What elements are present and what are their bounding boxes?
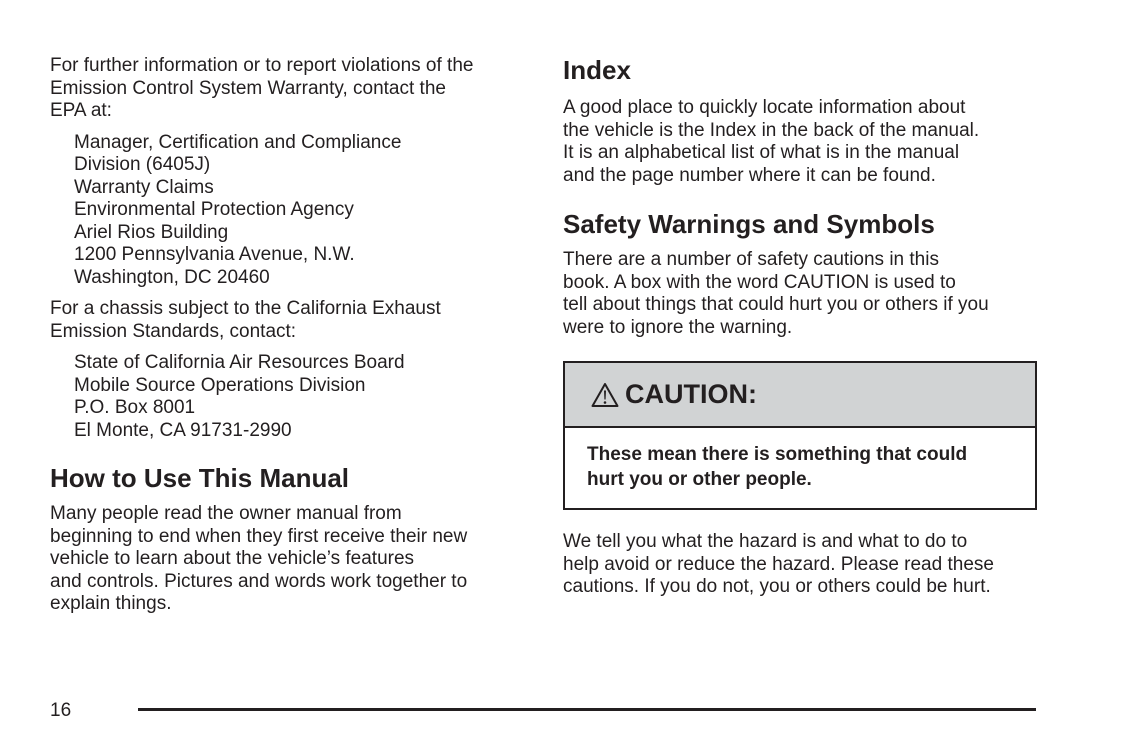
index-heading: Index xyxy=(563,55,631,85)
text-line: book. A box with the word CAUTION is used to xyxy=(563,271,956,293)
text-line: tell about things that could hurt you or others if you xyxy=(563,294,989,315)
address-line: Washington, DC 20460 xyxy=(74,266,270,288)
address-line: Warranty Claims xyxy=(74,176,214,198)
address-line: Manager, Certification and Compliance xyxy=(74,131,402,153)
text-line: explain things. xyxy=(50,593,172,614)
text-line: These mean there is something that could xyxy=(587,444,968,465)
text-line: There are a number of safety cautions in this xyxy=(563,249,939,270)
text-line: EPA at: xyxy=(50,100,112,121)
warning-triangle-icon xyxy=(591,382,619,408)
text-line: Many people read the owner manual from xyxy=(50,503,402,524)
epa-address xyxy=(74,132,530,290)
text-line: the vehicle is the Index in the back of the manual. xyxy=(563,119,980,141)
caution-label: CAUTION: xyxy=(625,379,757,409)
address-line: P.O. Box 8001 xyxy=(74,397,196,418)
right-column xyxy=(563,55,1043,599)
address-line: State of California Air Resources Board xyxy=(74,352,405,373)
text-line: We tell you what the hazard is and what to do to xyxy=(563,531,968,552)
text-line: vehicle to learn about the vehicle’s features xyxy=(50,548,415,569)
text-line: Emission Control System Warranty, contact the xyxy=(50,77,446,99)
page-number: 16 xyxy=(50,700,72,721)
address-line: Division (6405J) xyxy=(74,154,211,175)
caution-body xyxy=(565,428,1035,508)
address-line: 1200 Pennsylvania Avenue, N.W. xyxy=(74,244,355,265)
address-line: El Monte, CA 91731-2990 xyxy=(74,419,292,441)
text-line: hurt you or other people. xyxy=(587,469,812,490)
caution-header xyxy=(565,363,1035,428)
california-contact-paragraph xyxy=(50,298,530,343)
safety-heading: Safety Warnings and Symbols xyxy=(563,209,935,239)
address-line: Mobile Source Operations Division xyxy=(74,374,366,396)
text-line: were to ignore the warning. xyxy=(563,316,793,338)
how-to-use-heading: How to Use This Manual xyxy=(50,463,350,493)
california-address xyxy=(74,352,530,442)
text-line: and controls. Pictures and words work together to xyxy=(50,570,468,592)
text-line: Emission Standards, contact: xyxy=(50,320,297,342)
left-column xyxy=(50,55,530,616)
text-line: and the page number where it can be found. xyxy=(563,164,936,186)
text-line: help avoid or reduce the hazard. Please read these xyxy=(563,553,994,575)
epa-contact-paragraph xyxy=(50,55,530,123)
caution-box xyxy=(563,361,1037,510)
text-line: beginning to end when they first receive their new xyxy=(50,525,468,547)
hazard-paragraph xyxy=(563,531,1043,599)
address-line: Ariel Rios Building xyxy=(74,221,229,243)
address-line: Environmental Protection Agency xyxy=(74,199,354,220)
footer-divider xyxy=(138,708,1036,711)
text-line: A good place to quickly locate information about xyxy=(563,97,966,118)
safety-paragraph xyxy=(563,249,1043,339)
text-line: For a chassis subject to the California Exhaust xyxy=(50,298,441,319)
how-to-use-paragraph xyxy=(50,503,530,616)
index-paragraph xyxy=(563,97,1043,187)
text-line: It is an alphabetical list of what is in the manual xyxy=(563,142,960,163)
text-line: cautions. If you do not, you or others could be hurt. xyxy=(563,576,991,597)
text-line: For further information or to report violations of the xyxy=(50,55,474,76)
